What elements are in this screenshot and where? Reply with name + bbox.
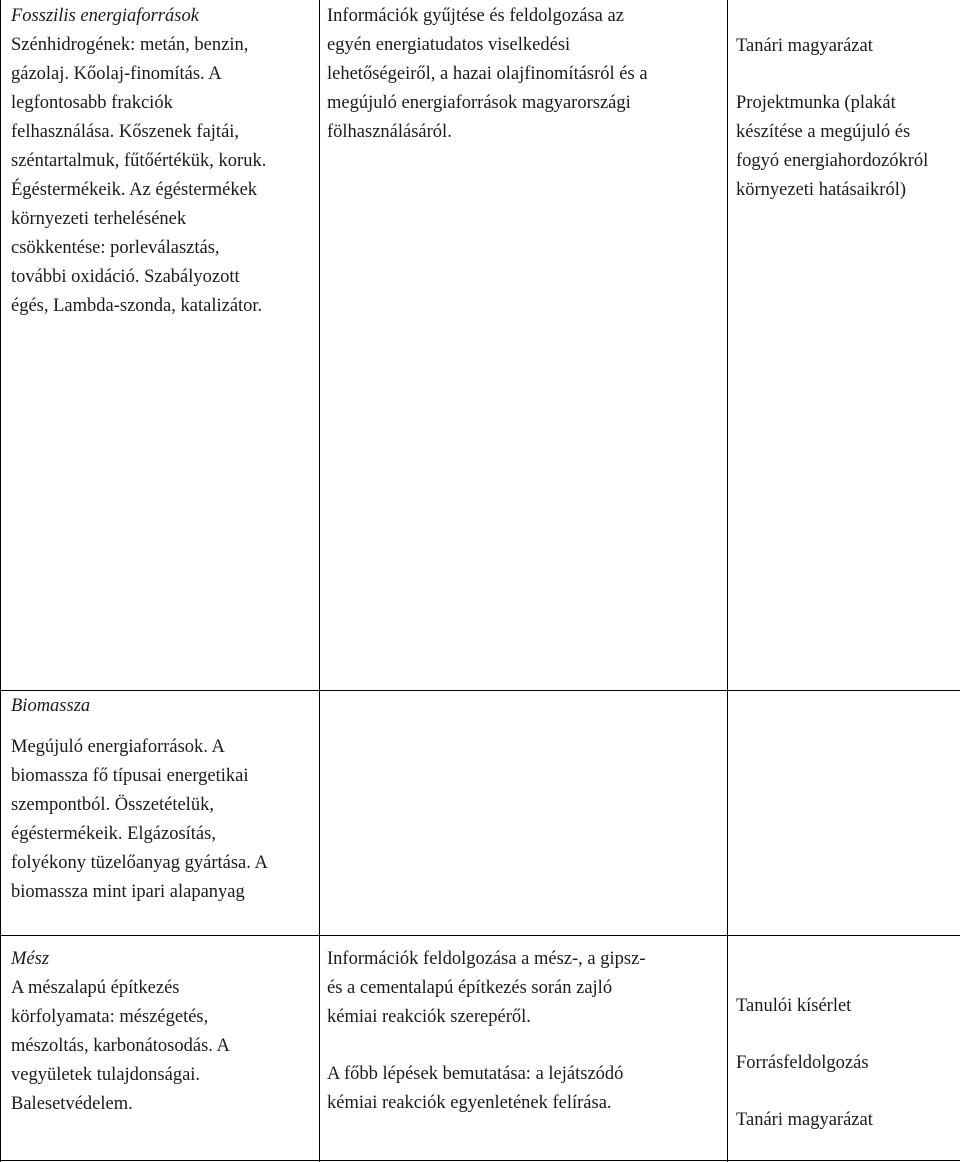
content-line: szempontból. Összetételük, [11, 795, 214, 815]
content-line: A főbb lépések bemutatása: a lejátszódó [327, 1064, 624, 1084]
content-line: egyén energiatudatos viselkedési [327, 35, 571, 55]
content-line: megújuló energiaforrások magyarországi [327, 93, 631, 113]
content-line: környezeti terhelésének [11, 209, 187, 229]
row-divider [0, 690, 960, 691]
row3-col3-cell [736, 992, 958, 1135]
content-line: gázolaj. Kőolaj-finomítás. A [11, 64, 222, 84]
content-line: készítése a megújuló és [736, 122, 911, 142]
method-label: Tanári magyarázat [736, 1110, 873, 1130]
row1-col3-cell [736, 32, 960, 205]
content-line: vegyületek tulajdonságai. [11, 1065, 201, 1085]
column-divider [727, 0, 728, 1162]
topic-title: Fosszilis energiaforrások [11, 6, 199, 26]
content-line: égéstermékeik. Elgázosítás, [11, 824, 216, 844]
content-line: fogyó energiahordozókról [736, 151, 929, 171]
content-line: folyékony tüzelőanyag gyártása. A [11, 853, 268, 873]
row-divider [0, 935, 960, 936]
content-line: égés, Lambda-szonda, katalizátor. [11, 296, 263, 316]
row3-col2-cell [327, 945, 725, 1118]
column-divider [319, 0, 320, 1162]
content-line: felhasználása. Kőszenek fajtái, [11, 122, 240, 142]
content-line: biomassza fő típusai energetikai [11, 766, 249, 786]
content-line: és a cementalapú építkezés során zajló [327, 978, 613, 998]
content-line: környezeti hatásaikról) [736, 180, 907, 200]
row2-col1-cell [11, 692, 316, 907]
topic-title: Mész [11, 949, 50, 969]
content-line: Információk feldolgozása a mész-, a gipsz- [327, 949, 646, 969]
row-divider [0, 1160, 960, 1161]
method-label: Forrásfeldolgozás [736, 1053, 869, 1073]
content-line: legfontosabb frakciók [11, 93, 173, 113]
content-line: Megújuló energiaforrások. A [11, 737, 225, 757]
content-line: Információk gyűjtése és feldolgozása az [327, 6, 624, 26]
content-line: Szénhidrogének: metán, benzin, [11, 35, 249, 55]
content-line: A mészalapú építkezés [11, 978, 180, 998]
content-line: kémiai reakciók szerepéről. [327, 1007, 531, 1027]
content-line: további oxidáció. Szabályozott [11, 267, 240, 287]
content-line: körfolyamata: mészégetés, [11, 1007, 209, 1027]
content-line: Projektmunka (plakát [736, 93, 896, 113]
content-line: Balesetvédelem. [11, 1094, 133, 1114]
method-label: Tanulói kísérlet [736, 996, 852, 1016]
topic-title: Biomassza [11, 696, 91, 716]
content-line: lehetőségeiről, a hazai olajfinomításról és a [327, 64, 648, 84]
content-line: széntartalmuk, fűtőértékük, koruk. [11, 151, 267, 171]
content-line: fölhasználásáról. [327, 122, 452, 142]
row1-col2-cell [327, 2, 725, 147]
content-line: kémiai reakciók egyenletének felírása. [327, 1093, 612, 1113]
content-line: Égéstermékeik. Az égéstermékek [11, 180, 258, 200]
column-divider [0, 0, 1, 1162]
content-line: mészoltás, karbonátosodás. A [11, 1036, 230, 1056]
row3-col1-cell [11, 945, 316, 1119]
content-line: csökkentése: porleválasztás, [11, 238, 220, 258]
row1-col1-cell [11, 2, 316, 321]
method-label: Tanári magyarázat [736, 36, 873, 56]
content-line: biomassza mint ipari alapanyag [11, 882, 245, 902]
